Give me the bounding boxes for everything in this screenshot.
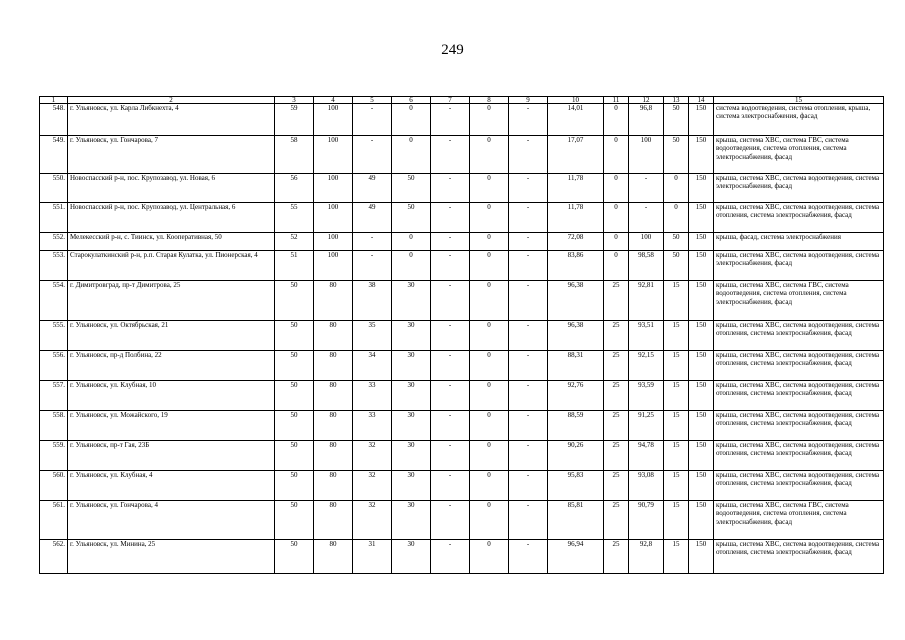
cell-col-14: 150: [689, 136, 714, 174]
table-row: [40, 251, 884, 281]
cell-col-10: 92,76: [548, 381, 604, 411]
table-row: [40, 321, 884, 351]
cell-row-number: 562.: [40, 540, 68, 574]
header-cell: 3: [275, 97, 314, 104]
cell-col-12: 92,15: [629, 351, 664, 381]
cell-col-4: 100: [314, 136, 353, 174]
cell-col-6: 50: [392, 203, 431, 233]
cell-col-10: 11,78: [548, 203, 604, 233]
cell-col-9: -: [509, 321, 548, 351]
cell-col-12: 93,51: [629, 321, 664, 351]
table-row: [40, 411, 884, 441]
cell-col-5: 32: [353, 471, 392, 501]
cell-col-10: 88,31: [548, 351, 604, 381]
cell-col-12: 94,78: [629, 441, 664, 471]
cell-col-5: 34: [353, 351, 392, 381]
cell-col-14: 150: [689, 281, 714, 321]
cell-col-4: 80: [314, 351, 353, 381]
cell-work-types: крыша, система ХВС, система водоотведения, система отопления, система электроснабжения, фасад: [714, 471, 884, 501]
cell-work-types: крыша, система ХВС, система водоотведения, система электроснабжения, фасад: [714, 251, 884, 281]
cell-row-number: 558.: [40, 411, 68, 441]
cell-col-8: 0: [470, 441, 509, 471]
cell-col-4: 80: [314, 281, 353, 321]
header-cell: 10: [548, 97, 604, 104]
cell-col-7: -: [431, 281, 470, 321]
cell-col-12: 100: [629, 233, 664, 251]
cell-col-9: -: [509, 233, 548, 251]
cell-col-3: 55: [275, 203, 314, 233]
cell-col-13: 0: [664, 203, 689, 233]
cell-col-8: 0: [470, 281, 509, 321]
cell-col-12: 93,59: [629, 381, 664, 411]
cell-col-10: 96,38: [548, 281, 604, 321]
cell-work-types: крыша, система ХВС, система водоотведения, система отопления, система электроснабжения, фасад: [714, 540, 884, 574]
cell-col-10: 96,38: [548, 321, 604, 351]
cell-col-8: 0: [470, 251, 509, 281]
cell-col-13: 15: [664, 351, 689, 381]
cell-col-10: 72,08: [548, 233, 604, 251]
cell-col-9: -: [509, 540, 548, 574]
cell-col-10: 95,83: [548, 471, 604, 501]
cell-col-3: 50: [275, 441, 314, 471]
cell-col-14: 150: [689, 233, 714, 251]
header-cell: 15: [714, 97, 884, 104]
cell-col-9: -: [509, 174, 548, 203]
data-table: [39, 96, 884, 574]
table-row: [40, 174, 884, 203]
cell-col-6: 0: [392, 104, 431, 136]
header-cell: 13: [664, 97, 689, 104]
cell-col-13: 15: [664, 471, 689, 501]
cell-col-5: 31: [353, 540, 392, 574]
cell-col-3: 51: [275, 251, 314, 281]
cell-col-9: -: [509, 411, 548, 441]
cell-col-12: 93,08: [629, 471, 664, 501]
cell-work-types: система водоотведения, система отопления, крыша, система электроснабжения, фасад: [714, 104, 884, 136]
cell-col-10: 14,01: [548, 104, 604, 136]
cell-col-3: 58: [275, 136, 314, 174]
cell-col-6: 30: [392, 501, 431, 540]
cell-col-8: 0: [470, 501, 509, 540]
cell-row-number: 550.: [40, 174, 68, 203]
header-row: [40, 97, 884, 104]
cell-work-types: крыша, система ХВС, система водоотведения, система электроснабжения, фасад: [714, 174, 884, 203]
cell-address: г. Ульяновск, ул. Карла Либкнехта, 4: [68, 104, 275, 136]
cell-col-4: 80: [314, 321, 353, 351]
cell-col-14: 150: [689, 411, 714, 441]
cell-col-12: -: [629, 203, 664, 233]
table-row: [40, 233, 884, 251]
cell-col-13: 15: [664, 441, 689, 471]
cell-col-10: 96,94: [548, 540, 604, 574]
cell-col-4: 80: [314, 411, 353, 441]
cell-work-types: крыша, система ХВС, система ГВС, система водоотведения, система отопления, система электроснабжения, фасад: [714, 281, 884, 321]
cell-col-10: 17,07: [548, 136, 604, 174]
header-cell: 7: [431, 97, 470, 104]
cell-work-types: крыша, фасад, система электроснабжения: [714, 233, 884, 251]
cell-col-5: -: [353, 251, 392, 281]
cell-col-11: 25: [604, 441, 629, 471]
cell-col-4: 80: [314, 471, 353, 501]
cell-col-11: 0: [604, 174, 629, 203]
cell-col-5: 38: [353, 281, 392, 321]
cell-col-5: 32: [353, 441, 392, 471]
cell-col-7: -: [431, 381, 470, 411]
cell-col-9: -: [509, 251, 548, 281]
header-cell: 11: [604, 97, 629, 104]
cell-col-7: -: [431, 351, 470, 381]
cell-col-8: 0: [470, 233, 509, 251]
cell-col-13: 50: [664, 104, 689, 136]
cell-address: Старокулаткинский р-н, р.п. Старая Кулатка, ул. Пионерская, 4: [68, 251, 275, 281]
cell-col-11: 25: [604, 501, 629, 540]
cell-col-8: 0: [470, 381, 509, 411]
cell-col-3: 50: [275, 501, 314, 540]
cell-col-11: 25: [604, 411, 629, 441]
cell-address: Новоспасский р-н, пос. Крупозавод, ул. Центральная, 6: [68, 203, 275, 233]
cell-col-9: -: [509, 441, 548, 471]
table-row: [40, 281, 884, 321]
header-cell: 8: [470, 97, 509, 104]
cell-work-types: крыша, система ХВС, система водоотведения, система отопления, система электроснабжения, фасад: [714, 411, 884, 441]
cell-col-6: 30: [392, 471, 431, 501]
cell-address: Мелекесский р-н, с. Тиинск, ул. Кооперативная, 50: [68, 233, 275, 251]
cell-col-8: 0: [470, 471, 509, 501]
cell-col-5: -: [353, 233, 392, 251]
cell-col-5: 33: [353, 381, 392, 411]
cell-col-6: 30: [392, 351, 431, 381]
cell-col-12: 90,79: [629, 501, 664, 540]
table-row: [40, 136, 884, 174]
cell-col-12: 100: [629, 136, 664, 174]
cell-col-11: 0: [604, 104, 629, 136]
cell-col-6: 0: [392, 251, 431, 281]
table-row: [40, 351, 884, 381]
cell-col-7: -: [431, 411, 470, 441]
cell-col-6: 30: [392, 321, 431, 351]
cell-col-13: 15: [664, 411, 689, 441]
cell-col-5: 49: [353, 174, 392, 203]
cell-col-3: 50: [275, 381, 314, 411]
cell-work-types: крыша, система ХВС, система водоотведения, система отопления, система электроснабжения, фасад: [714, 441, 884, 471]
cell-row-number: 552.: [40, 233, 68, 251]
cell-address: г. Ульяновск, пр-т Гая, 23Б: [68, 441, 275, 471]
cell-row-number: 557.: [40, 381, 68, 411]
cell-address: г. Димитровград, пр-т Димитрова, 25: [68, 281, 275, 321]
cell-col-9: -: [509, 381, 548, 411]
header-cell: 4: [314, 97, 353, 104]
cell-col-4: 80: [314, 501, 353, 540]
cell-col-11: 0: [604, 203, 629, 233]
cell-col-5: 35: [353, 321, 392, 351]
header-cell: 9: [509, 97, 548, 104]
cell-work-types: крыша, система ХВС, система водоотведения, система отопления, система электроснабжения, фасад: [714, 351, 884, 381]
cell-address: г. Ульяновск, ул. Минина, 25: [68, 540, 275, 574]
cell-col-6: 0: [392, 136, 431, 174]
cell-address: г. Ульяновск, ул. Гончарова, 4: [68, 501, 275, 540]
table-row: [40, 441, 884, 471]
cell-col-14: 150: [689, 174, 714, 203]
cell-col-13: 50: [664, 251, 689, 281]
cell-col-3: 50: [275, 351, 314, 381]
cell-col-7: -: [431, 104, 470, 136]
cell-col-6: 0: [392, 233, 431, 251]
table-row: [40, 104, 884, 136]
cell-row-number: 549.: [40, 136, 68, 174]
cell-work-types: крыша, система ХВС, система ГВС, система водоотведения, система отопления, система электроснабжения, фасад: [714, 136, 884, 174]
cell-col-11: 25: [604, 381, 629, 411]
cell-col-8: 0: [470, 540, 509, 574]
table-row: [40, 540, 884, 574]
cell-col-14: 150: [689, 351, 714, 381]
cell-row-number: 556.: [40, 351, 68, 381]
cell-col-4: 80: [314, 540, 353, 574]
cell-col-10: 90,26: [548, 441, 604, 471]
cell-col-5: -: [353, 136, 392, 174]
cell-col-5: -: [353, 104, 392, 136]
header-cell: 14: [689, 97, 714, 104]
cell-col-11: 0: [604, 136, 629, 174]
cell-work-types: крыша, система ХВС, система водоотведения, система отопления, система электроснабжения, фасад: [714, 381, 884, 411]
cell-col-8: 0: [470, 203, 509, 233]
cell-row-number: 553.: [40, 251, 68, 281]
cell-col-10: 83,86: [548, 251, 604, 281]
cell-col-5: 33: [353, 411, 392, 441]
cell-work-types: крыша, система ХВС, система водоотведения, система отопления, система электроснабжения, фасад: [714, 321, 884, 351]
header-cell: 12: [629, 97, 664, 104]
cell-col-3: 50: [275, 281, 314, 321]
cell-col-12: 98,58: [629, 251, 664, 281]
cell-row-number: 561.: [40, 501, 68, 540]
table-row: [40, 203, 884, 233]
cell-col-14: 150: [689, 441, 714, 471]
cell-col-14: 150: [689, 471, 714, 501]
cell-col-9: -: [509, 104, 548, 136]
cell-col-13: 0: [664, 174, 689, 203]
cell-col-6: 30: [392, 540, 431, 574]
table-row: [40, 501, 884, 540]
cell-col-3: 50: [275, 321, 314, 351]
cell-col-4: 100: [314, 174, 353, 203]
cell-address: г. Ульяновск, ул. Клубная, 4: [68, 471, 275, 501]
cell-col-14: 150: [689, 540, 714, 574]
cell-row-number: 559.: [40, 441, 68, 471]
cell-col-7: -: [431, 540, 470, 574]
cell-col-3: 59: [275, 104, 314, 136]
cell-row-number: 554.: [40, 281, 68, 321]
cell-col-3: 50: [275, 411, 314, 441]
cell-col-12: 91,25: [629, 411, 664, 441]
cell-col-14: 150: [689, 251, 714, 281]
cell-col-4: 100: [314, 233, 353, 251]
cell-col-8: 0: [470, 351, 509, 381]
cell-col-7: -: [431, 441, 470, 471]
cell-col-7: -: [431, 136, 470, 174]
cell-row-number: 551.: [40, 203, 68, 233]
cell-col-6: 50: [392, 174, 431, 203]
cell-col-6: 30: [392, 441, 431, 471]
cell-col-9: -: [509, 281, 548, 321]
cell-col-7: -: [431, 203, 470, 233]
cell-col-6: 30: [392, 381, 431, 411]
cell-col-7: -: [431, 174, 470, 203]
cell-col-12: -: [629, 174, 664, 203]
cell-col-8: 0: [470, 174, 509, 203]
cell-col-3: 56: [275, 174, 314, 203]
cell-col-9: -: [509, 351, 548, 381]
cell-address: г. Ульяновск, ул. Можайского, 19: [68, 411, 275, 441]
cell-work-types: крыша, система ХВС, система водоотведения, система отопления, система электроснабжения, фасад: [714, 203, 884, 233]
cell-col-8: 0: [470, 136, 509, 174]
cell-col-13: 15: [664, 501, 689, 540]
cell-col-9: -: [509, 136, 548, 174]
cell-work-types: крыша, система ХВС, система ГВС, система водоотведения, система отопления, система электроснабжения, фасад: [714, 501, 884, 540]
cell-address: г. Ульяновск, пр-д Полбина, 22: [68, 351, 275, 381]
cell-row-number: 548.: [40, 104, 68, 136]
cell-col-5: 32: [353, 501, 392, 540]
cell-col-3: 50: [275, 540, 314, 574]
cell-col-10: 88,59: [548, 411, 604, 441]
cell-col-4: 100: [314, 251, 353, 281]
cell-col-13: 50: [664, 136, 689, 174]
cell-col-11: 0: [604, 233, 629, 251]
cell-col-14: 150: [689, 321, 714, 351]
cell-address: г. Ульяновск, ул. Клубная, 10: [68, 381, 275, 411]
cell-col-13: 15: [664, 281, 689, 321]
header-cell: 6: [392, 97, 431, 104]
cell-col-4: 80: [314, 381, 353, 411]
cell-col-7: -: [431, 233, 470, 251]
header-cell: 1: [40, 97, 68, 104]
cell-address: г. Ульяновск, ул. Октябрьская, 21: [68, 321, 275, 351]
cell-col-6: 30: [392, 411, 431, 441]
cell-col-14: 150: [689, 104, 714, 136]
cell-col-10: 11,78: [548, 174, 604, 203]
cell-col-13: 15: [664, 540, 689, 574]
cell-col-9: -: [509, 501, 548, 540]
table-row: [40, 381, 884, 411]
page-number: 249: [441, 42, 464, 58]
cell-row-number: 560.: [40, 471, 68, 501]
cell-col-3: 50: [275, 471, 314, 501]
cell-address: г. Ульяновск, ул. Гончарова, 7: [68, 136, 275, 174]
cell-col-11: 0: [604, 251, 629, 281]
cell-col-3: 52: [275, 233, 314, 251]
header-cell: 2: [68, 97, 275, 104]
cell-col-13: 15: [664, 321, 689, 351]
cell-col-9: -: [509, 471, 548, 501]
cell-address: Новоспасский р-н, пос. Крупозавод, ул. Новая, 6: [68, 174, 275, 203]
cell-col-11: 25: [604, 540, 629, 574]
cell-col-8: 0: [470, 104, 509, 136]
cell-col-4: 80: [314, 441, 353, 471]
cell-col-14: 150: [689, 203, 714, 233]
cell-col-14: 150: [689, 501, 714, 540]
cell-col-13: 50: [664, 233, 689, 251]
cell-col-7: -: [431, 501, 470, 540]
cell-col-11: 25: [604, 281, 629, 321]
cell-col-11: 25: [604, 321, 629, 351]
cell-col-14: 150: [689, 381, 714, 411]
cell-col-13: 15: [664, 381, 689, 411]
cell-col-12: 92,81: [629, 281, 664, 321]
cell-col-8: 0: [470, 321, 509, 351]
cell-col-11: 25: [604, 471, 629, 501]
cell-row-number: 555.: [40, 321, 68, 351]
cell-col-8: 0: [470, 411, 509, 441]
cell-col-7: -: [431, 251, 470, 281]
cell-col-5: 49: [353, 203, 392, 233]
header-cell: 5: [353, 97, 392, 104]
cell-col-12: 92,8: [629, 540, 664, 574]
cell-col-4: 100: [314, 203, 353, 233]
table-row: [40, 471, 884, 501]
cell-col-12: 96,8: [629, 104, 664, 136]
cell-col-7: -: [431, 321, 470, 351]
cell-col-9: -: [509, 203, 548, 233]
cell-col-4: 100: [314, 104, 353, 136]
cell-col-6: 30: [392, 281, 431, 321]
cell-col-10: 85,81: [548, 501, 604, 540]
cell-col-7: -: [431, 471, 470, 501]
cell-col-11: 25: [604, 351, 629, 381]
